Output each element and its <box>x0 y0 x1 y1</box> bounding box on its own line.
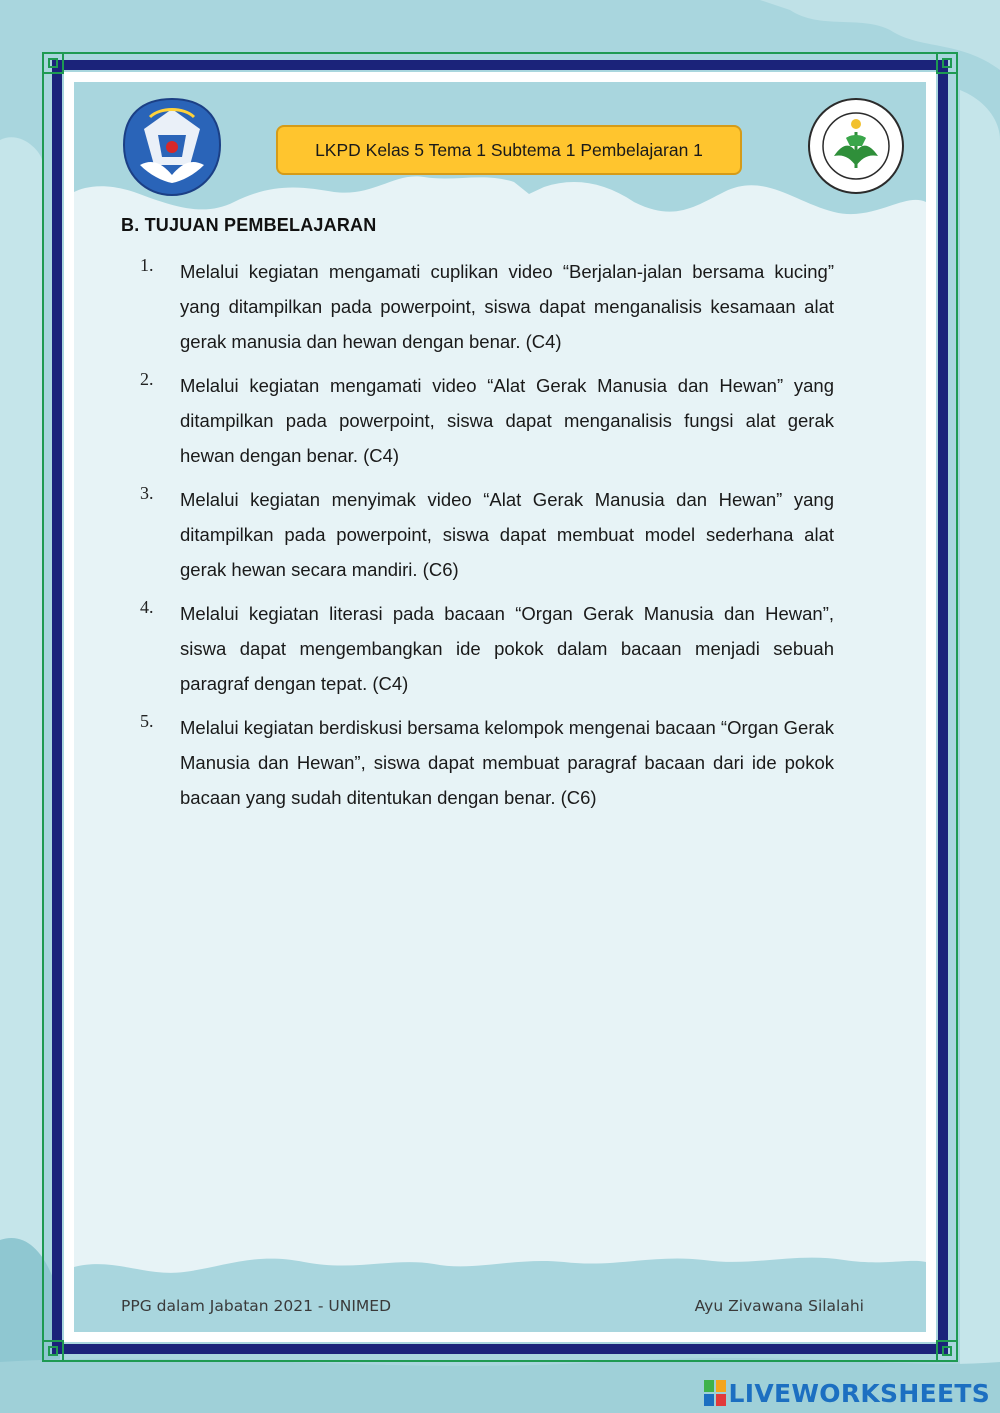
corner-ornament-bottom-right <box>936 1340 958 1362</box>
list-text: Melalui kegiatan mengamati cuplikan video “Berjalan-jalan bersama kucing” yang ditampilkan pada powerpoint, siswa dapat menganalisis kesamaan alat gerak manusia dan hewan dengan benar. (C4) <box>180 261 834 352</box>
liveworksheets-brand[interactable] <box>704 1376 990 1410</box>
section-title: B. TUJUAN PEMBELAJARAN <box>121 215 377 235</box>
list-text: Melalui kegiatan mengamati video “Alat Gerak Manusia dan Hewan” yang ditampilkan pada powerpoint, siswa dapat menganalisis fungsi alat gerak hewan dengan benar. (C4) <box>180 375 834 466</box>
corner-ornament-top-left <box>42 52 64 74</box>
learning-goals-list <box>140 254 834 824</box>
list-number: 3. <box>140 483 154 503</box>
list-item <box>140 482 834 587</box>
liveworksheets-icon <box>704 1380 726 1406</box>
tut-wuri-handayani-logo <box>120 95 224 199</box>
corner-ornament-bottom-left <box>42 1340 64 1362</box>
list-number: 1. <box>140 255 154 275</box>
list-number: 4. <box>140 597 154 617</box>
list-text: Melalui kegiatan berdiskusi bersama kelompok mengenai bacaan “Organ Gerak Manusia dan Hewan”, siswa dapat membuat paragraf bacaan dari ide pokok bacaan yang sudah ditentukan dengan benar. (C6) <box>180 717 835 808</box>
list-item <box>140 710 834 815</box>
footer-author: Ayu Zivawana Silalahi <box>694 1297 864 1315</box>
corner-ornament-top-right <box>936 52 958 74</box>
liveworksheets-text: LIVEWORKSHEETS <box>728 1378 990 1408</box>
worksheet-page <box>74 82 926 1332</box>
unimed-logo <box>806 96 906 196</box>
lkpd-title-box: LKPD Kelas 5 Tema 1 Subtema 1 Pembelajaran 1 <box>276 125 742 175</box>
list-text: Melalui kegiatan menyimak video “Alat Gerak Manusia dan Hewan” yang ditampilkan pada powerpoint, siswa dapat membuat model sederhana alat gerak hewan secara mandiri. (C6) <box>180 489 834 580</box>
list-item <box>140 254 834 359</box>
list-number: 2. <box>140 369 154 389</box>
list-number: 5. <box>140 711 154 731</box>
list-item <box>140 596 834 701</box>
list-text: Melalui kegiatan literasi pada bacaan “Organ Gerak Manusia dan Hewan”, siswa dapat mengembangkan ide pokok dalam bacaan menjadi sebuah paragraf dengan tepat. (C4) <box>180 603 834 694</box>
list-item <box>140 368 834 473</box>
footer-program: PPG dalam Jabatan 2021 - UNIMED <box>121 1297 392 1315</box>
